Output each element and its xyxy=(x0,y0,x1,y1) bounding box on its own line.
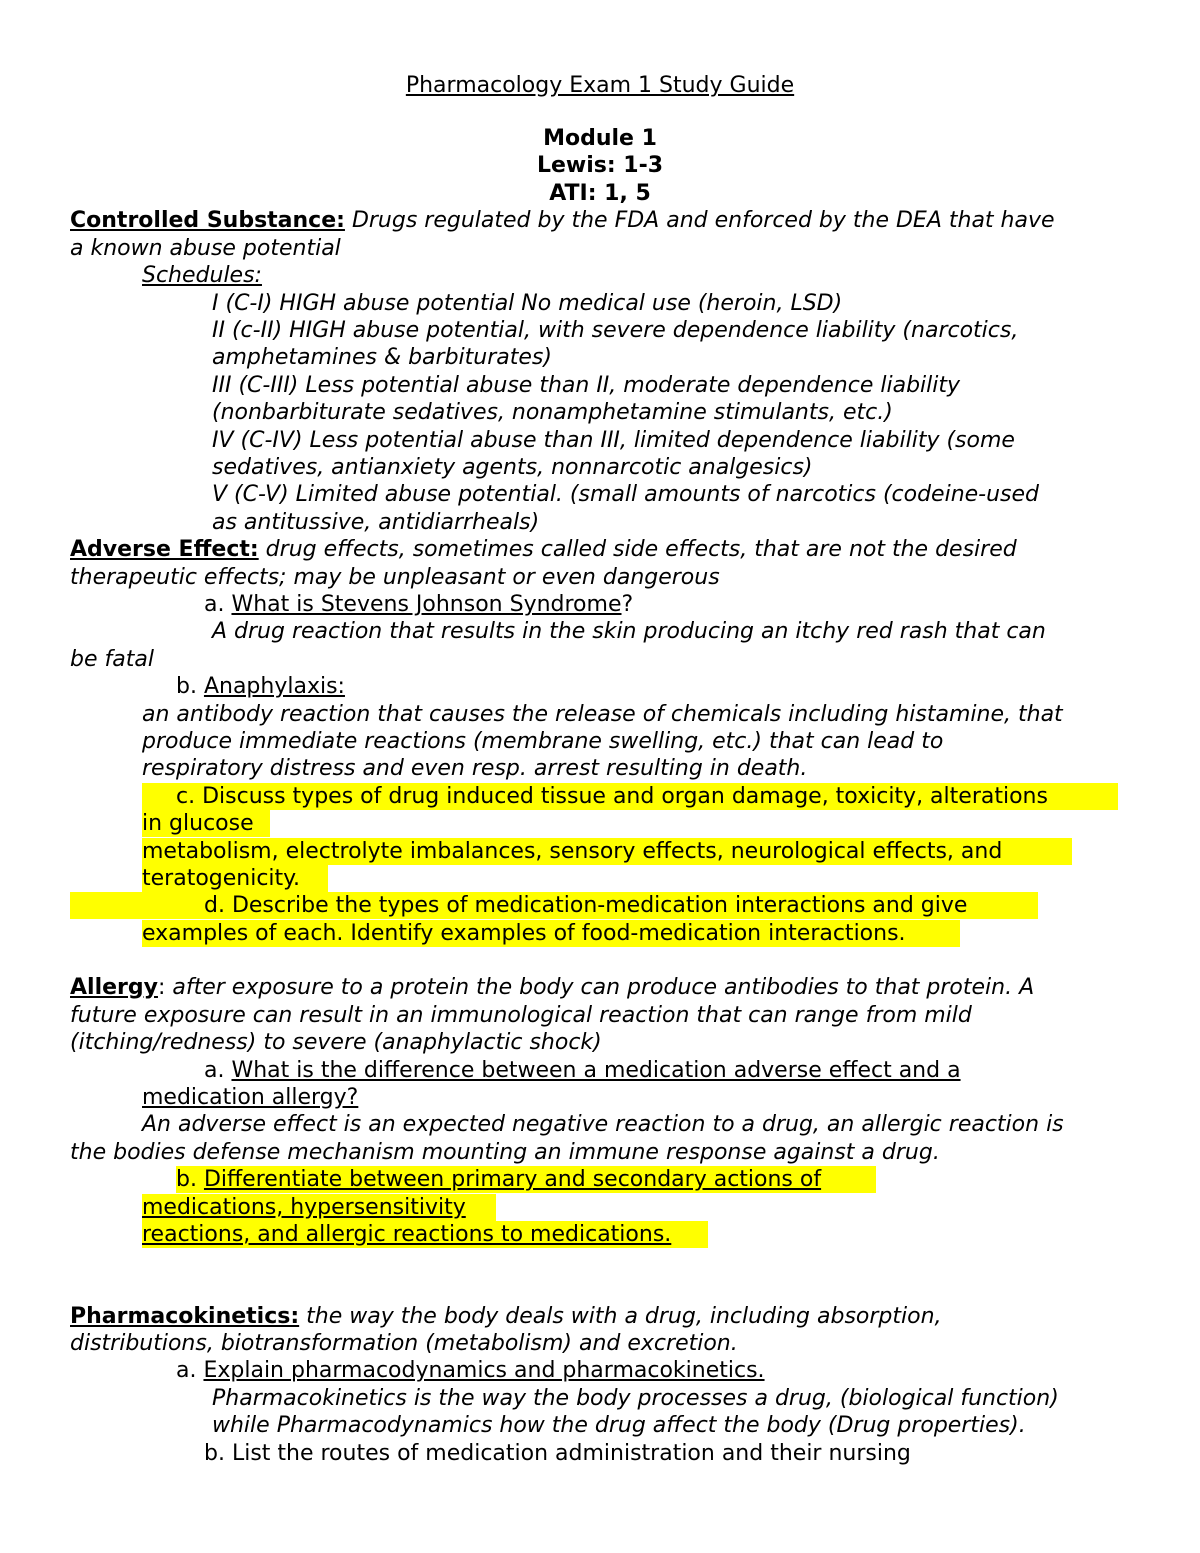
pk-a-question: Explain pharmacodynamics and pharmacokinetics. xyxy=(203,1358,765,1383)
allergy-a-answer: An adverse effect is an expected negative reaction to a drug, an allergic reaction is xyxy=(142,1112,1064,1137)
question-mark: ? xyxy=(621,592,634,617)
controlled-substance-def: Drugs regulated by the FDA and enforced by the DEA that have xyxy=(344,208,1055,233)
allergy-b-question-cont: medications, hypersensitivity xyxy=(142,1195,466,1220)
schedule-2-cont: amphetamines & barbiturates) xyxy=(212,345,552,370)
adverse-effect-def: drug effects, sometimes called side effects, that are not the desired xyxy=(258,537,1017,562)
question-a-prefix: a. xyxy=(204,592,232,617)
pk-question-a xyxy=(176,1357,765,1384)
pharmacokinetics-term: Pharmacokinetics: xyxy=(70,1304,300,1329)
schedule-1: I (C-I) HIGH abuse potential No medical use (heroin, LSD) xyxy=(212,291,843,316)
allergy-a-answer-cont: the bodies defense mechanism mounting an immune response against a drug. xyxy=(70,1140,940,1165)
allergy-colon: : xyxy=(157,975,166,1000)
schedule-4-cont: sedatives, antianxiety agents, nonnarcotic analgesics) xyxy=(212,455,813,480)
pharmacokinetics-def: the way the body deals with a drug, including absorption, xyxy=(299,1304,942,1329)
schedule-4: IV (C-IV) Less potential abuse than III, limited dependence liability (some xyxy=(212,428,1015,453)
controlled-substance-term: Controlled Substance: xyxy=(70,208,345,233)
controlled-substance-def-cont: a known abuse potential xyxy=(70,236,341,261)
allergy-question-b xyxy=(176,1166,821,1193)
allergy-a-question-cont: medication allergy? xyxy=(142,1085,359,1110)
adverse-question-a xyxy=(204,591,633,618)
stevens-johnson-answer-cont: be fatal xyxy=(70,647,154,672)
adverse-question-c-cont: in glucose xyxy=(142,811,254,836)
adverse-question-d-cont: examples of each. Identify examples of food-medication interactions. xyxy=(142,921,906,946)
controlled-substance-definition xyxy=(70,207,1055,234)
adverse-question-c-cont3: teratogenicity. xyxy=(142,866,301,891)
lewis-reference: Lewis: 1-3 xyxy=(536,153,664,178)
anaphylaxis-answer-cont2: respiratory distress and even resp. arrest resulting in death. xyxy=(142,756,808,781)
allergy-def-cont: future exposure can result in an immunological reaction that can range from mild xyxy=(70,1003,972,1028)
page-title: Pharmacology Exam 1 Study Guide xyxy=(405,73,795,98)
schedule-5: V (C-V) Limited abuse potential. (small amounts of narcotics (codeine-used xyxy=(212,482,1040,507)
allergy-a-question: What is the difference between a medication adverse effect and a xyxy=(231,1058,961,1083)
stevens-johnson-question: What is Stevens Johnson Syndrome xyxy=(231,592,622,617)
module-heading: Module 1 xyxy=(543,126,657,151)
allergy-b-question: Differentiate between primary and secondary actions of xyxy=(203,1167,822,1192)
pharmacokinetics-definition xyxy=(70,1303,942,1330)
allergy-b-question-cont2: reactions, and allergic reactions to medications. xyxy=(142,1222,672,1247)
adverse-question-b xyxy=(176,673,345,700)
allergy-question-a xyxy=(204,1057,961,1084)
schedule-2: II (c-II) HIGH abuse potential, with severe dependence liability (narcotics, xyxy=(212,318,1019,343)
pk-a-answer-cont: while Pharmacodynamics how the drug affect the body (Drug properties). xyxy=(212,1413,1026,1438)
anaphylaxis-answer: an antibody reaction that causes the release of chemicals including histamine, that xyxy=(142,702,1063,727)
adverse-question-d: d. Describe the types of medication-medication interactions and give xyxy=(204,893,968,918)
adverse-effect-term: Adverse Effect: xyxy=(70,537,259,562)
schedules-label: Schedules: xyxy=(142,263,262,288)
ati-reference: ATI: 1, 5 xyxy=(549,181,651,206)
allergy-term: Allergy xyxy=(70,975,158,1000)
pk-question-b: b. List the routes of medication administration and their nursing xyxy=(204,1441,911,1466)
allergy-a-prefix: a. xyxy=(204,1058,232,1083)
adverse-effect-definition xyxy=(70,536,1017,563)
pk-a-prefix: a. xyxy=(176,1358,204,1383)
schedule-3: III (C-III) Less potential abuse than II, moderate dependence liability xyxy=(212,373,961,398)
anaphylaxis-question: Anaphylaxis: xyxy=(203,674,345,699)
allergy-b-prefix: b. xyxy=(176,1167,204,1192)
anaphylaxis-answer-cont: produce immediate reactions (membrane swelling, etc.) that can lead to xyxy=(142,729,944,754)
adverse-effect-def-cont: therapeutic effects; may be unpleasant or even dangerous xyxy=(70,565,720,590)
schedule-5-cont: as antitussive, antidiarrheals) xyxy=(212,510,540,535)
allergy-def-cont2: (itching/redness) to severe (anaphylactic shock) xyxy=(70,1030,602,1055)
question-b-prefix: b. xyxy=(176,674,204,699)
allergy-definition xyxy=(70,974,1034,1001)
stevens-johnson-answer: A drug reaction that results in the skin producing an itchy red rash that can xyxy=(212,619,1046,644)
adverse-question-c: c. Discuss types of drug induced tissue and organ damage, toxicity, alterations xyxy=(176,784,1048,809)
adverse-question-c-cont2: metabolism, electrolyte imbalances, sensory effects, neurological effects, and xyxy=(142,839,1003,864)
pk-a-answer: Pharmacokinetics is the way the body processes a drug, (biological function) xyxy=(212,1386,1059,1411)
allergy-def: after exposure to a protein the body can produce antibodies to that protein. A xyxy=(165,975,1035,1000)
pharmacokinetics-def-cont: distributions, biotransformation (metabolism) and excretion. xyxy=(70,1331,738,1356)
schedule-3-cont: (nonbarbiturate sedatives, nonamphetamine stimulants, etc.) xyxy=(212,400,893,425)
